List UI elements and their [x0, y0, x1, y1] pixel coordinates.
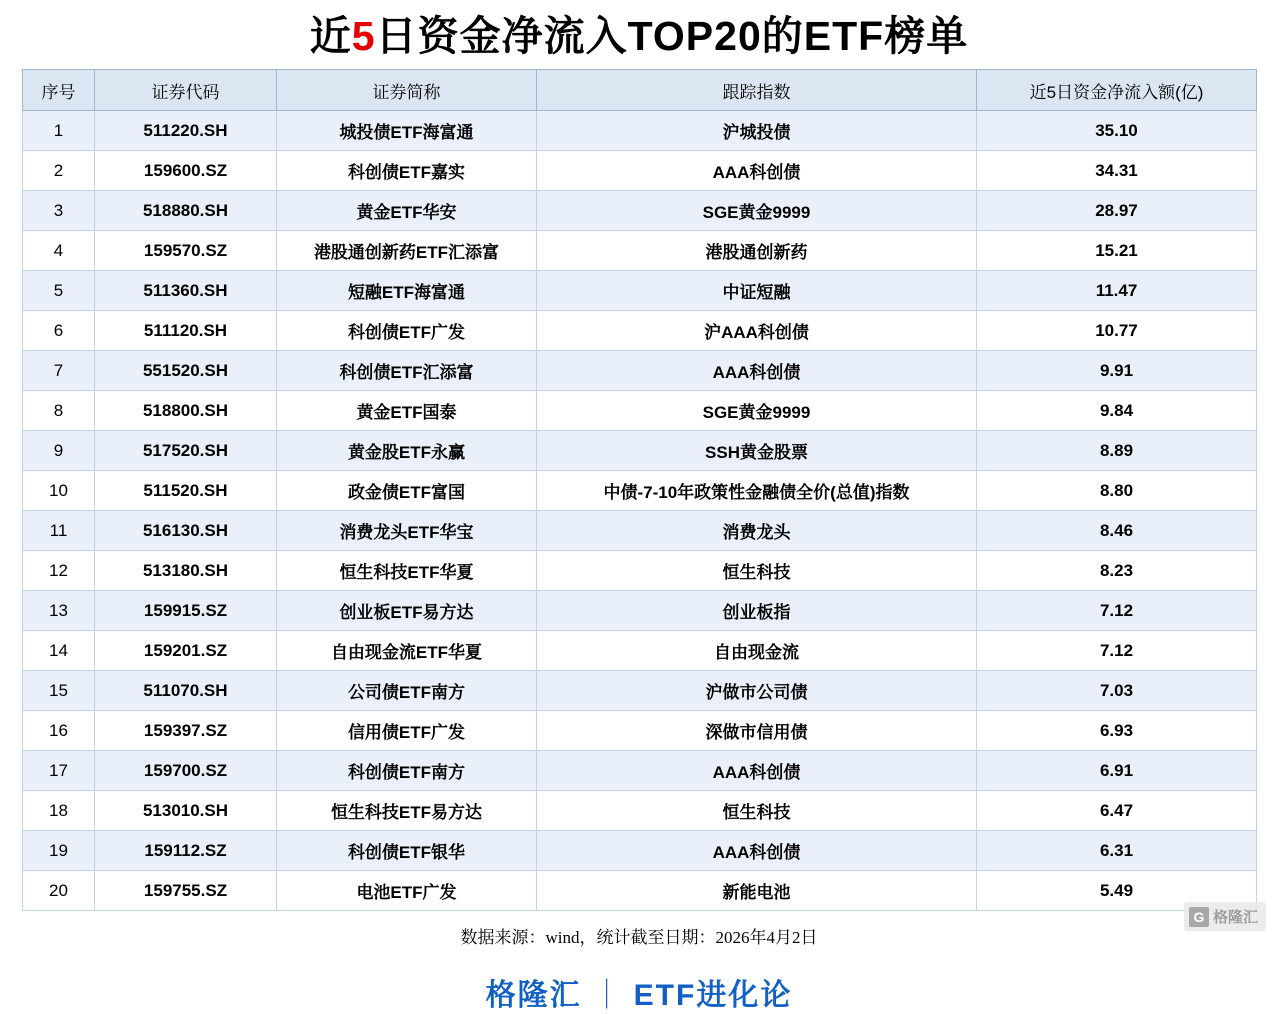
cell-value: 34.31: [977, 151, 1257, 191]
cell-rank: 10: [23, 471, 95, 511]
cell-rank: 8: [23, 391, 95, 431]
cell-rank: 4: [23, 231, 95, 271]
table-row: [23, 431, 1257, 471]
cell-index: 恒生科技: [537, 551, 977, 591]
cell-index: 创业板指: [537, 591, 977, 631]
cell-value: 8.80: [977, 471, 1257, 511]
cell-rank: 17: [23, 751, 95, 791]
table-row: [23, 831, 1257, 871]
cell-code: 159201.SZ: [95, 631, 277, 671]
cell-code: 159700.SZ: [95, 751, 277, 791]
cell-rank: 6: [23, 311, 95, 351]
cell-name: 黄金ETF国泰: [277, 391, 537, 431]
cell-name: 黄金ETF华安: [277, 191, 537, 231]
cell-rank: 2: [23, 151, 95, 191]
table-row: [23, 791, 1257, 831]
table-row: [23, 271, 1257, 311]
cell-rank: 18: [23, 791, 95, 831]
cell-name: 公司债ETF南方: [277, 671, 537, 711]
watermark-mark-icon: G: [1189, 907, 1209, 927]
table-row: [23, 351, 1257, 391]
brand-line: [0, 970, 1278, 1014]
cell-index: 自由现金流: [537, 631, 977, 671]
cell-index: SGE黄金9999: [537, 391, 977, 431]
cell-code: 159570.SZ: [95, 231, 277, 271]
cell-code: 159397.SZ: [95, 711, 277, 751]
cell-name: 恒生科技ETF华夏: [277, 551, 537, 591]
table-row: [23, 111, 1257, 151]
watermark-logo: [1184, 902, 1266, 931]
cell-value: 8.46: [977, 511, 1257, 551]
cell-code: 159600.SZ: [95, 151, 277, 191]
cell-code: 517520.SH: [95, 431, 277, 471]
cell-code: 159112.SZ: [95, 831, 277, 871]
data-source-note: 数据来源：wind，统计截至日期：2026年4月2日: [460, 928, 818, 948]
watermark-text: 格隆汇: [1212, 909, 1258, 926]
cell-code: 551520.SH: [95, 351, 277, 391]
table-row: [23, 711, 1257, 751]
table-row: [23, 191, 1257, 231]
cell-code: 516130.SH: [95, 511, 277, 551]
cell-value: 35.10: [977, 111, 1257, 151]
cell-rank: 9: [23, 431, 95, 471]
cell-rank: 12: [23, 551, 95, 591]
cell-value: 5.49: [977, 871, 1257, 911]
cell-name: 科创债ETF汇添富: [277, 351, 537, 391]
cell-code: 159755.SZ: [95, 871, 277, 911]
cell-name: 科创债ETF南方: [277, 751, 537, 791]
title-prefix: 近: [309, 13, 352, 59]
column-header-rank: 序号: [23, 70, 95, 111]
cell-code: 518800.SH: [95, 391, 277, 431]
cell-rank: 14: [23, 631, 95, 671]
cell-rank: 16: [23, 711, 95, 751]
cell-name: 港股通创新药ETF汇添富: [277, 231, 537, 271]
table-row: [23, 751, 1257, 791]
cell-index: 新能电池: [537, 871, 977, 911]
cell-code: 513010.SH: [95, 791, 277, 831]
cell-value: 6.31: [977, 831, 1257, 871]
cell-name: 城投债ETF海富通: [277, 111, 537, 151]
cell-code: 513180.SH: [95, 551, 277, 591]
table-header: [23, 70, 1257, 111]
title-suffix: 日资金净流入TOP20的ETF榜单: [375, 13, 969, 59]
cell-name: 政金债ETF富国: [277, 471, 537, 511]
cell-name: 电池ETF广发: [277, 871, 537, 911]
cell-value: 8.23: [977, 551, 1257, 591]
cell-index: SSH黄金股票: [537, 431, 977, 471]
cell-name: 自由现金流ETF华夏: [277, 631, 537, 671]
cell-rank: 19: [23, 831, 95, 871]
title-highlight: 5: [351, 13, 376, 59]
cell-index: 港股通创新药: [537, 231, 977, 271]
brand-column: ETF进化论: [633, 979, 793, 1013]
brand-divider: ｜: [591, 979, 624, 1013]
table-row: [23, 311, 1257, 351]
cell-index: SGE黄金9999: [537, 191, 977, 231]
table-row: [23, 671, 1257, 711]
cell-code: 511360.SH: [95, 271, 277, 311]
cell-value: 6.93: [977, 711, 1257, 751]
cell-value: 7.12: [977, 631, 1257, 671]
column-header-name: 证券简称: [277, 70, 537, 111]
cell-code: 159915.SZ: [95, 591, 277, 631]
cell-name: 创业板ETF易方达: [277, 591, 537, 631]
cell-name: 科创债ETF银华: [277, 831, 537, 871]
column-header-code: 证券代码: [95, 70, 277, 111]
table-row: [23, 591, 1257, 631]
cell-name: 短融ETF海富通: [277, 271, 537, 311]
table-body: [23, 111, 1257, 911]
cell-index: 沪做市公司债: [537, 671, 977, 711]
brand-name: 格隆汇: [485, 979, 582, 1013]
cell-rank: 20: [23, 871, 95, 911]
table-container: [22, 69, 1256, 911]
cell-index: 中证短融: [537, 271, 977, 311]
cell-index: AAA科创债: [537, 751, 977, 791]
cell-index: AAA科创债: [537, 831, 977, 871]
cell-code: 518880.SH: [95, 191, 277, 231]
cell-rank: 5: [23, 271, 95, 311]
table-row: [23, 871, 1257, 911]
cell-name: 恒生科技ETF易方达: [277, 791, 537, 831]
table-row: [23, 631, 1257, 671]
cell-code: 511520.SH: [95, 471, 277, 511]
cell-code: 511120.SH: [95, 311, 277, 351]
table-row: [23, 151, 1257, 191]
cell-code: 511220.SH: [95, 111, 277, 151]
cell-rank: 7: [23, 351, 95, 391]
cell-value: 11.47: [977, 271, 1257, 311]
cell-name: 科创债ETF广发: [277, 311, 537, 351]
cell-index: 沪AAA科创债: [537, 311, 977, 351]
cell-name: 消费龙头ETF华宝: [277, 511, 537, 551]
cell-value: 9.91: [977, 351, 1257, 391]
cell-index: 消费龙头: [537, 511, 977, 551]
table-row: [23, 231, 1257, 271]
cell-value: 6.91: [977, 751, 1257, 791]
table-row: [23, 471, 1257, 511]
cell-value: 6.47: [977, 791, 1257, 831]
cell-index: 深做市信用债: [537, 711, 977, 751]
table-row: [23, 511, 1257, 551]
cell-rank: 3: [23, 191, 95, 231]
title-text: [310, 12, 968, 61]
cell-index: AAA科创债: [537, 351, 977, 391]
cell-index: AAA科创债: [537, 151, 977, 191]
header-row: [23, 70, 1257, 111]
cell-name: 信用债ETF广发: [277, 711, 537, 751]
cell-name: 黄金股ETF永赢: [277, 431, 537, 471]
column-header-value: 近5日资金净流入额(亿): [977, 70, 1257, 111]
cell-rank: 1: [23, 111, 95, 151]
column-header-index: 跟踪指数: [537, 70, 977, 111]
cell-value: 28.97: [977, 191, 1257, 231]
cell-code: 511070.SH: [95, 671, 277, 711]
cell-value: 15.21: [977, 231, 1257, 271]
cell-rank: 11: [23, 511, 95, 551]
cell-value: 8.89: [977, 431, 1257, 471]
page-title: [0, 0, 1278, 69]
table-row: [23, 551, 1257, 591]
cell-rank: 13: [23, 591, 95, 631]
table-row: [23, 391, 1257, 431]
cell-rank: 15: [23, 671, 95, 711]
cell-index: 恒生科技: [537, 791, 977, 831]
etf-table: [22, 69, 1257, 911]
cell-index: 中债-7-10年政策性金融债全价(总值)指数: [537, 471, 977, 511]
cell-name: 科创债ETF嘉实: [277, 151, 537, 191]
cell-value: 9.84: [977, 391, 1257, 431]
cell-index: 沪城投债: [537, 111, 977, 151]
cell-value: 10.77: [977, 311, 1257, 351]
cell-value: 7.12: [977, 591, 1257, 631]
cell-value: 7.03: [977, 671, 1257, 711]
